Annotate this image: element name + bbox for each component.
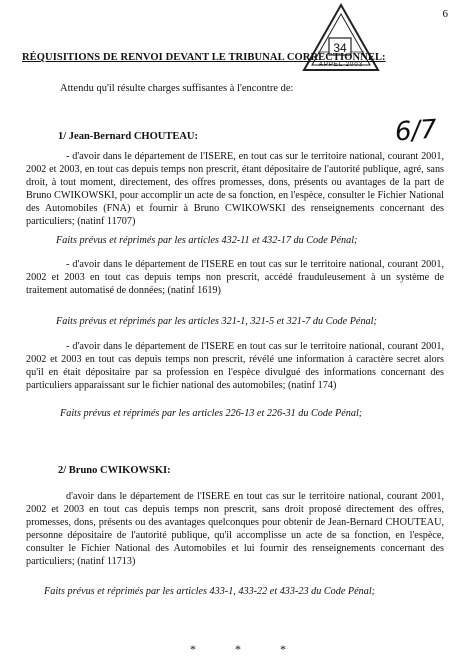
closing-stars: * * * xyxy=(190,642,304,656)
handwritten-note: 6/7 xyxy=(394,114,438,148)
person-heading-chouteau: 1/ Jean-Bernard CHOUTEAU: xyxy=(58,131,198,142)
charge-paragraph: - d'avoir dans le département de l'ISERE en tout cas sur le territoire national, courant 2001, 2002 et 2003 en tout cas depuis temps non prescrit, révélé une information à caractère secret alors qu'il en était dépositaire par sa profession en l'espèce divulgué des informations concernant des particuliers apparaissant sur le fichier national des automobiles; (natinf 174) xyxy=(26,341,444,391)
law-reference: Faits prévus et réprimés par les articles 432-11 et 432-17 du Code Pénal; xyxy=(56,235,358,246)
page-number: 6 xyxy=(442,8,448,20)
section-heading: RÉQUISITIONS DE RENVOI DEVANT LE TRIBUNAL CORRECTIONNEL: xyxy=(22,52,386,63)
law-reference: Faits prévus et réprimés par les articles 226-13 et 226-31 du Code Pénal; xyxy=(60,408,363,419)
court-stamp xyxy=(300,2,382,76)
stamp-appel-text: APPEL 2003 xyxy=(318,62,364,68)
law-reference: Faits prévus et réprimés par les articles 433-1, 433-22 et 433-23 du Code Pénal; xyxy=(44,586,376,597)
charge-paragraph: - d'avoir dans le département de l'ISERE, en tout cas sur le territoire national, courant 2001, 2002 et 2003, en tout cas depuis temps non prescrit, étant dépositaire de l'autorité publique, agré, sans droit, à tout moment, directement, des offres promesses, dons, présents ou avantages de la part de Bruno CWIKOWSKI, pour accomplir un acte de sa fonction, en l'espèce, consulter le Fichier National des Automobiles (FNA) et fournir à Bruno CWIKOWSKI des renseignements concernant des particuliers; (natinf 11707) xyxy=(26,151,444,227)
stamp-number: 34 xyxy=(333,41,347,55)
person-heading-cwikowski: 2/ Bruno CWIKOWSKI: xyxy=(58,465,171,476)
intro-text: Attendu qu'il résulte charges suffisantes à l'encontre de: xyxy=(60,83,294,94)
charge-paragraph: d'avoir dans le département de l'ISERE en tout cas sur le territoire national, courant 2001, 2002 et 2003 en tout cas depuis temps non prescrit, sans droit proposé directement des offres, promesses, dons, présents ou des avantages quelconques pour obtenir de Jean-Bernard CHOUTEAU, personne dépositaire de l'autorité publique, qu'il accomplisse un acte de sa fonction, en l'espèce, consulter le Fichier National des Automobiles et lui fournir des renseignements concernant des particuliers; (natinf 11713) xyxy=(26,491,444,567)
charge-paragraph: - d'avoir dans le département de l'ISERE en tout cas sur le territoire national, courant 2001, 2002 et 2003 en tout cas depuis temps non prescrit, accédé frauduleusement à un système de traitement automatisé de données; (natinf 1619) xyxy=(26,259,444,296)
law-reference: Faits prévus et réprimés par les articles 321-1, 321-5 et 321-7 du Code Pénal; xyxy=(56,316,377,327)
